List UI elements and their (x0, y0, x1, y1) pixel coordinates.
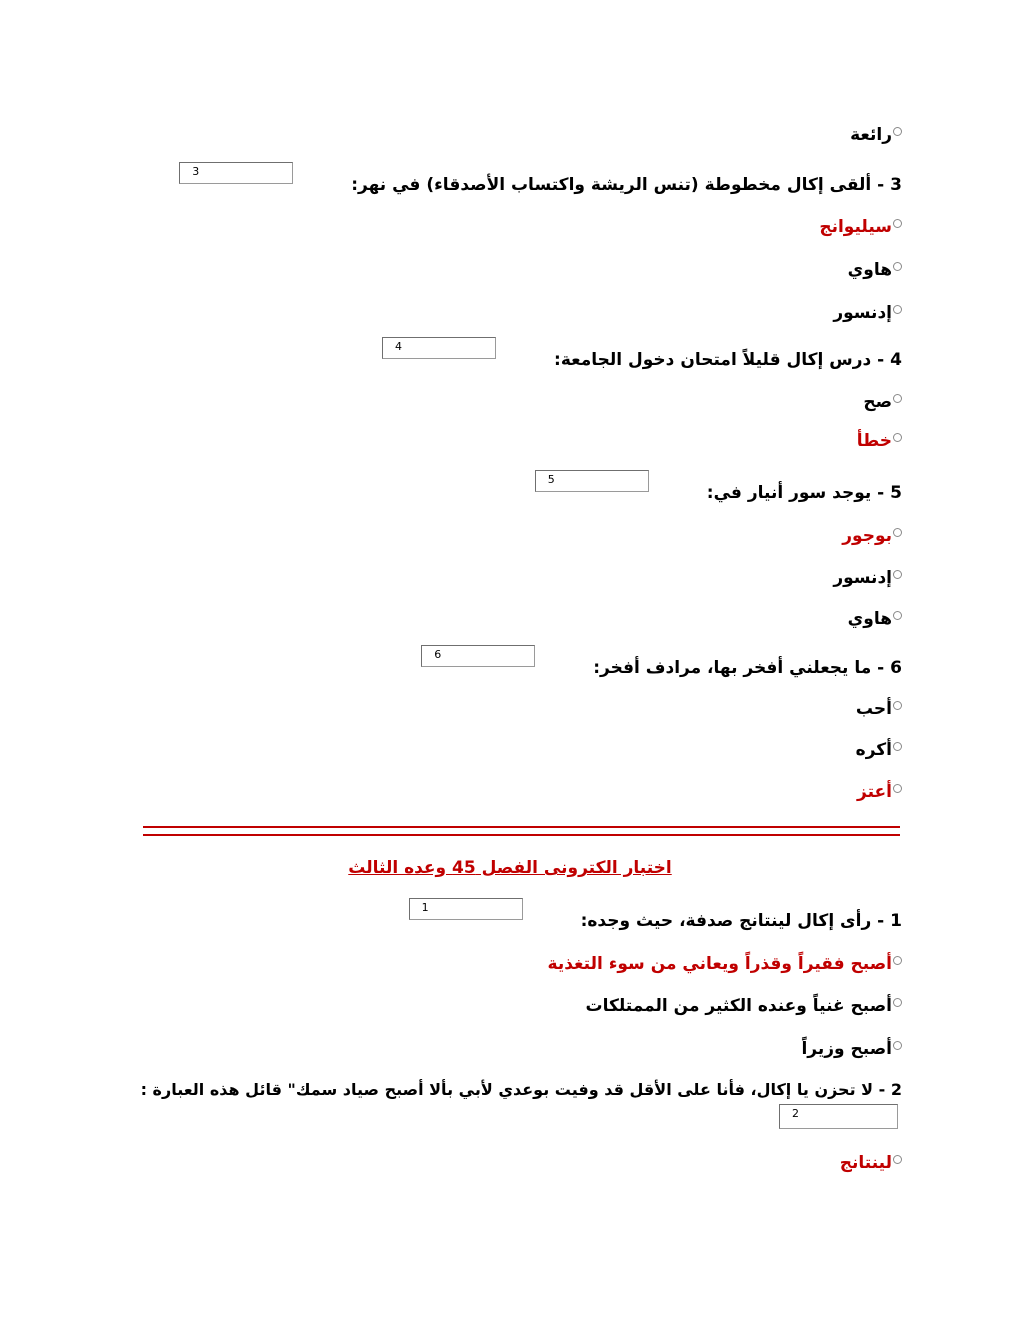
radio-icon[interactable] (893, 956, 902, 965)
question-text: 6 - ما يجعلني أفخر بها، مرادف أفخر: (593, 658, 902, 678)
radio-icon[interactable] (893, 784, 902, 793)
option-label: سيليوانج (819, 217, 892, 237)
radio-icon[interactable] (893, 528, 902, 537)
q4-option-2 (857, 430, 902, 452)
option-label: أصبح وزيراً (801, 1039, 892, 1059)
question-4 (382, 340, 902, 371)
question-text: 4 - درس إكال قليلاً امتحان دخول الجامعة: (554, 350, 902, 370)
radio-icon[interactable] (893, 742, 902, 751)
radio-icon[interactable] (893, 262, 902, 271)
option-label: أصبح فقيراً وقذراً ويعاني من سوء التغذية (547, 954, 892, 974)
option-label: صح (863, 392, 892, 412)
q5-option-3 (848, 608, 902, 630)
option-label: هاوي (847, 260, 892, 280)
question-b2 (141, 1079, 902, 1101)
radio-icon[interactable] (893, 305, 902, 314)
section-separator (143, 826, 900, 836)
qb2-option-1 (840, 1152, 902, 1174)
q6-option-1 (856, 698, 902, 720)
answer-input[interactable]: 1 (409, 898, 523, 920)
question-text: 1 - رأى إكال لينتانج صدفة، حيث وجده: (580, 911, 902, 931)
qb1-option-2 (586, 995, 903, 1017)
q4-option-1 (863, 391, 902, 413)
radio-icon[interactable] (893, 998, 902, 1007)
q5-option-1 (842, 525, 902, 547)
q6-option-2 (856, 739, 902, 761)
answer-input[interactable]: 5 (535, 470, 649, 492)
option-label: هاوي (847, 609, 892, 629)
section-title: اختبار الكترونى الفصل 45 وعده الثالث (348, 858, 672, 878)
q3-option-2 (848, 259, 902, 281)
question-text: 2 - لا تحزن يا إكال، فأنا على الأقل قد وفيت بوعدي لأبي بألا أصبح صياد سمك" قائل هذه العبارة : (140, 1080, 902, 1099)
radio-icon[interactable] (893, 611, 902, 620)
answer-input[interactable]: 6 (421, 645, 535, 667)
q3-option-3 (833, 302, 902, 324)
option-label: إدنسور (833, 568, 892, 588)
option-label: أحب (855, 699, 892, 719)
option-label: أصبح غنياً وعنده الكثير من الممتلكات (585, 996, 892, 1016)
radio-icon[interactable] (893, 1041, 902, 1050)
q3-option-1 (819, 216, 902, 238)
radio-icon[interactable] (893, 394, 902, 403)
radio-icon[interactable] (893, 701, 902, 710)
radio-icon[interactable] (893, 127, 902, 136)
radio-icon[interactable] (893, 433, 902, 442)
option-label: رائعة (850, 125, 892, 145)
qb1-option-3 (801, 1038, 902, 1060)
answer-input[interactable]: 4 (382, 337, 496, 359)
answer-input[interactable]: 3 (179, 162, 293, 184)
radio-icon[interactable] (893, 570, 902, 579)
question-5 (535, 473, 902, 504)
question-text: 3 - ألقى إكال مخطوطة (تنس الريشة واكتساب الأصدقاء) في نهر: (351, 175, 902, 195)
q5-option-2 (833, 567, 902, 589)
option-label: بوجور (842, 526, 892, 546)
question-3 (179, 165, 902, 196)
question-6 (421, 648, 902, 679)
qb1-option-1 (548, 953, 902, 975)
option-label: إدنسور (833, 303, 892, 323)
option-label: لينتانج (839, 1153, 892, 1173)
q6-option-3 (857, 781, 902, 803)
radio-icon[interactable] (893, 219, 902, 228)
answer-input[interactable]: 2 (779, 1104, 898, 1129)
radio-icon[interactable] (893, 1155, 902, 1164)
option-label: أكره (855, 740, 892, 760)
option-top (850, 124, 902, 146)
option-label: خطأ (856, 431, 892, 451)
question-b1 (409, 901, 902, 932)
option-label: أعتز (857, 782, 892, 802)
question-text: 5 - يوجد سور أنيار في: (706, 483, 902, 503)
